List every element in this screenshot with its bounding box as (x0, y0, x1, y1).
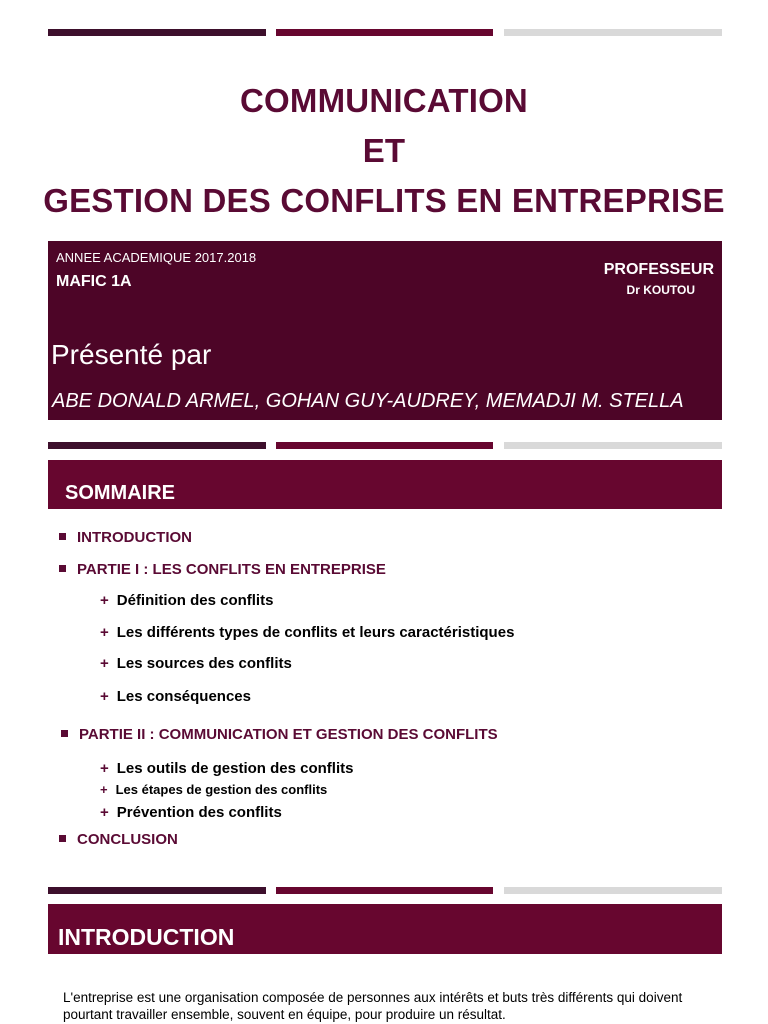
plus-bullet-icon: + (100, 804, 109, 821)
presentation-info-box (48, 241, 722, 420)
divider-bar-gray (504, 29, 722, 36)
plus-bullet-icon: + (100, 655, 109, 672)
plus-bullet-icon: + (100, 624, 109, 641)
toc-item: PARTIE I : LES CONFLITS EN ENTREPRISE (59, 561, 386, 578)
square-bullet-icon (61, 730, 68, 737)
plus-bullet-icon: + (100, 688, 109, 705)
divider-bar-maroon (276, 887, 493, 894)
toc-subitem: + Prévention des conflits (100, 804, 282, 821)
academic-year: ANNEE ACADEMIQUE 2017.2018 (56, 250, 257, 265)
title-line-2: ET (362, 132, 406, 169)
sommaire-title: SOMMAIRE (65, 482, 175, 504)
divider-bar-gray (504, 887, 722, 894)
toc-item: INTRODUCTION (59, 529, 192, 546)
square-bullet-icon (59, 835, 66, 842)
professor-name: Dr KOUTOU (626, 283, 695, 297)
square-bullet-icon (59, 533, 66, 540)
divider-bar-dark (48, 29, 266, 36)
square-bullet-icon (59, 565, 66, 572)
toc-subitem: + Définition des conflits (100, 592, 274, 609)
professor-label: PROFESSEUR (603, 261, 714, 278)
plus-bullet-icon: + (100, 782, 108, 797)
divider-bar-maroon (276, 29, 493, 36)
toc-subitem: + Les étapes de gestion des conflits (100, 782, 328, 797)
introduction-header (48, 904, 722, 954)
class-name: MAFIC 1A (56, 273, 132, 290)
divider-bar-dark (48, 887, 266, 894)
title-line-3: GESTION DES CONFLITS EN ENTREPRISE (43, 182, 725, 219)
plus-bullet-icon: + (100, 760, 109, 777)
divider-bar-maroon (276, 442, 493, 449)
introduction-title: INTRODUCTION (58, 924, 235, 950)
presented-by: Présenté par (51, 339, 212, 370)
toc-item: PARTIE II : COMMUNICATION ET GESTION DES CONFLITS (61, 726, 498, 743)
authors: ABE DONALD ARMEL, GOHAN GUY-AUDREY, MEMADJI M. STELLA (52, 390, 684, 412)
toc-subitem: + Les outils de gestion des conflits (100, 760, 354, 777)
introduction-paragraph: L'entreprise est une organisation composée de personnes aux intérêts et buts très différents qui doivent pourtant travailler ensemble, souvent en équipe, pour produire un résultat. (63, 990, 683, 1022)
title-line-1: COMMUNICATION (240, 82, 528, 119)
toc-subitem: + Les sources des conflits (100, 655, 292, 672)
divider-bar-gray (504, 442, 722, 449)
divider-bar-dark (48, 442, 266, 449)
toc-item: CONCLUSION (59, 831, 178, 848)
toc-subitem: + Les conséquences (100, 688, 251, 705)
toc-subitem: + Les différents types de conflits et leurs caractéristiques (100, 624, 515, 641)
sommaire-header (48, 460, 722, 509)
plus-bullet-icon: + (100, 592, 109, 609)
